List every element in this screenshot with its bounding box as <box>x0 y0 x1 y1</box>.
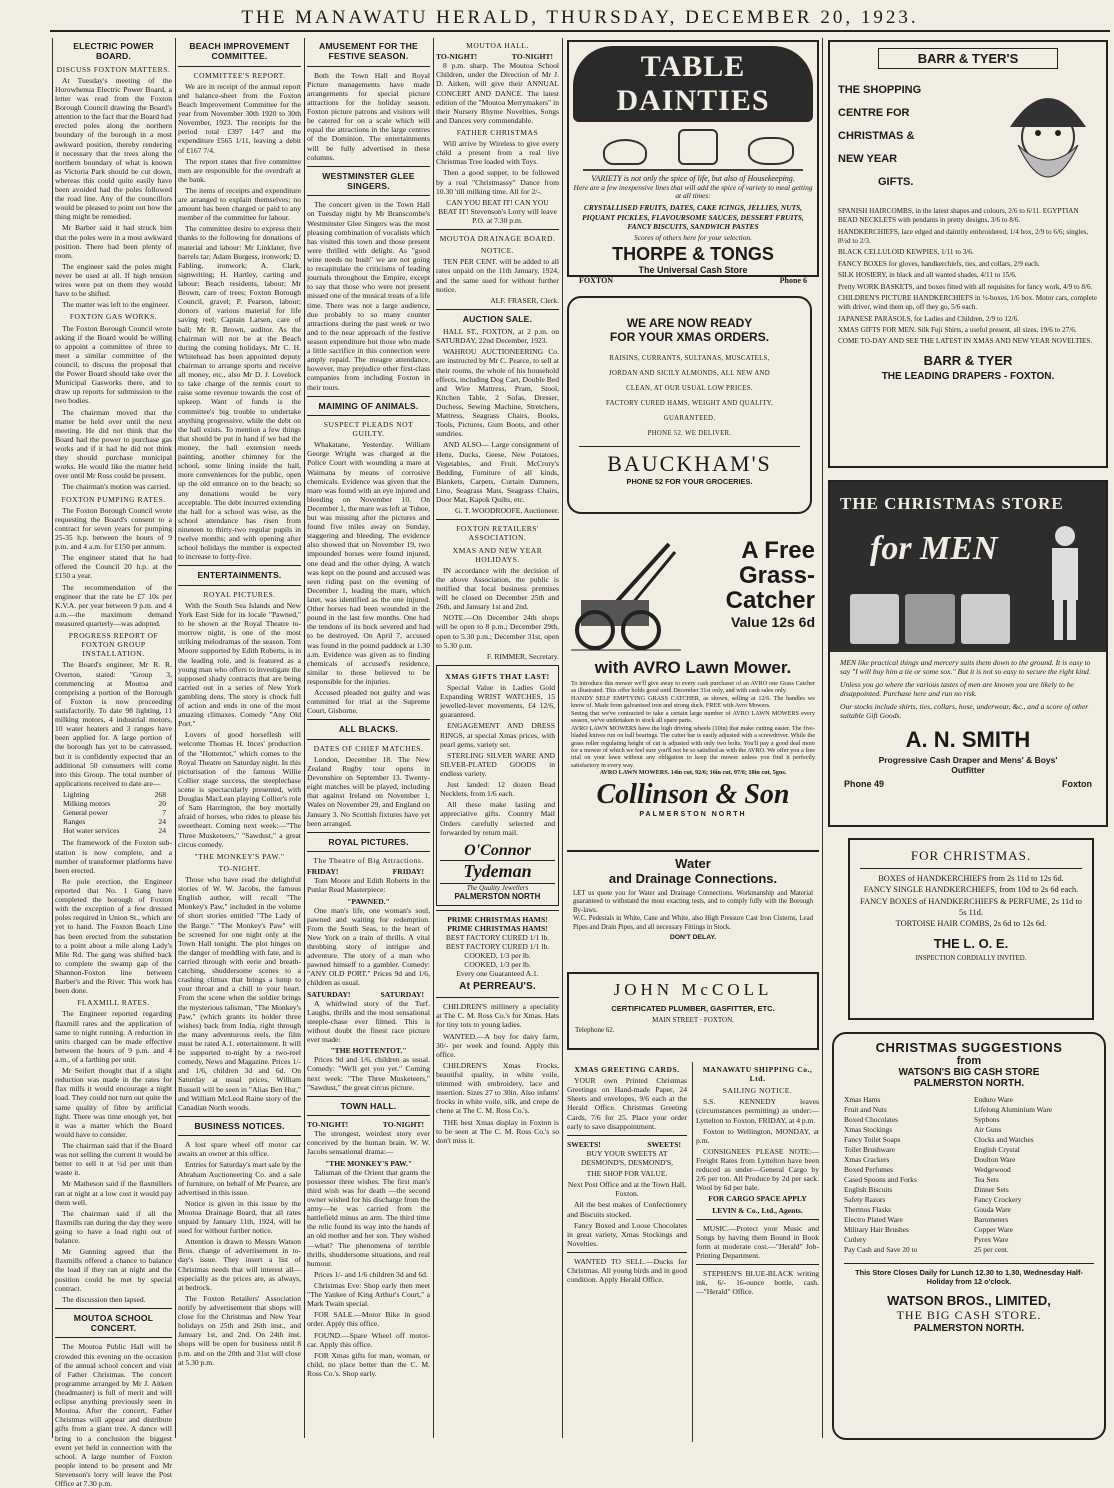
ad-footer: At PERREAU'S. <box>459 981 536 993</box>
ad-footer: Phone 49 Foxton <box>844 778 1092 789</box>
store-tagline: THE BIG CASH STORE. <box>896 1308 1042 1322</box>
paragraph: The Foxton Retailers' Association notify by advertisement that shops will close for the Christmas and New Year holidays on 25th and 26th inst., and January 1st, and 2nd. On 24th inst. shops will be open for business until 8 p.m. and on the 20th and 31st will close at 5.30 p.m. <box>178 1293 301 1367</box>
subhead: NOTICE. <box>480 246 515 256</box>
list-item: English Biscuits <box>844 1184 893 1194</box>
list-item: Pretty WORK BASKETS, and boxes fitted with all requisites for fancy work, 4/9 to 8/6. <box>838 282 1093 291</box>
paragraph: A lost spare wheel off motor car awaits an owner at this office. <box>178 1140 301 1159</box>
subhead: SAILING NOTICE. <box>722 1086 793 1096</box>
store-town: PALMERSTON NORTH. <box>913 1323 1025 1334</box>
paragraph: The chairman's motion was carried. <box>62 482 171 492</box>
headline: ENTERTAINMENTS. <box>197 570 282 581</box>
paragraph: The concert given in the Town Hall on Tuesday night by Mr Branscombe's Westminster Glee Singers was the most pleasing combination of vocalists which has visited this town and those present were thrilled with delight. As "good wine needs no bush" we are not going to recapitulate the criticisms of leading journals throughout the Empire, except to say that those who were not present missed one of the musical treats of a life time. There was not a large audience, due probably to so many counter attractions during the past week or two and to the near approach of the festive season expenditure but those who made a little sacrifice in this connection were amply repaid. The meagre attendance, however, may prejudice other first-class companies from including Foxton in their tours. <box>307 200 430 392</box>
column-4 <box>436 38 559 1438</box>
paragraph: CHILDREN'S Xmas Frocks, beautiful quality, in white voile, trimmed with embroidery, lace and insertion. Sizes 27 to 30in. Also infants' frocks in white voile, silk, and crepe de chene at The C. M. Ross Co.'s. <box>436 1060 559 1116</box>
subhead: MOUTOA HALL. <box>466 41 529 50</box>
paragraph: Then a good supper, to be followed by a real "Christmassy" Dance from 10.30 'till milking time. All for 2/-. <box>436 168 559 196</box>
subhead: MANAWATU SHIPPING Co., Ltd. <box>702 1065 813 1084</box>
price-line: BEST FACTORY CURED 1/1 lb. <box>445 941 550 951</box>
store-name: THE L. O. E. <box>933 935 1009 951</box>
paragraph: The Engineer reported regarding flaxmill rates and the application of same to night running. A reduction in units charged can be made effective between the hours of 9 p.m. and 4 a.m., of a farthing per unit. <box>55 1009 172 1064</box>
paragraph: The Moutoa Public Hall will be crowded this evening on the occasion of the annual school concert and visit of Father Christmas. The concert programme arranged by Mr J. Aitken (headmaster) is full of merit and will eclipse anything previously seen in Moutoa. After the concert, Father Christmas will appear and distribute gifts from a giant tree. A dance will bring to a conclusion the biggest event yet held in connection with the school. A large number of Foxton people intend to be present and Mr Stevenson's lorry will leave the Post Office at 7.30 p.m. <box>55 1342 172 1488</box>
watsons-ad <box>832 1032 1106 1440</box>
list-item: CHILDREN'S PICTURE HANDKERCHIEFS in ½-boxes, 1/6 box. Motor cars, complete with driver, wind them up, off they go, 5/6 each. <box>838 293 1098 312</box>
applications-table <box>63 790 172 836</box>
ad-copy: LET us quote you for Water and Drainage Connections. Workmanship and Material guaranteed to withstand the most exacting tests, and to comply fully with the Borough By-laws. W.C. Pedestals in White, Cane and White, also High Pressure Cast Iron Cisterns, Lead Pipes and Drain Pipes, and all necessary Fittings in Stock. DON'T DELAY. <box>573 890 813 942</box>
paragraph: WANTED TO SELL.—Ducks for Christmas. All young birds and in good condition. Apply Herald Office. <box>567 1256 687 1285</box>
headline: ELECTRIC POWER BOARD. <box>73 41 154 62</box>
paragraph: FOR SALE.—Motor Bike in good order. Apply this office. <box>307 1310 430 1329</box>
paragraph: The chairman said if all the flaxmills ran during the day they were going to have a load right out of balance. <box>55 1208 172 1246</box>
price-line: BEST FACTORY CURED 1/1 lb. <box>445 932 550 942</box>
paragraph: The report states that five committee men are responsible for the overdraft at the bank. <box>178 156 301 184</box>
paragraph: Those who have read the delightful stories of W. W. Jacobs, the famous English author, will recall "The Monkey's Paw," included in the volume of short stories entitled "The Lady of the Barge." "The Monkey's Paw" will be screened for one night only at the Town Hall tonight. The plot hinges on the danger of meddling with fate, and is carried through with eerie and breath-catching, shuddersome scenes to a crashing climax that brings a lump to your throat and a chill to your heart. From the scene when the soldier brings the mysterious talisman, "The Monkey's Paw," (which grants its holder three wishes) back from India, right through the many adventurous reels, the film must be rated A.1. entertainment. It will be supported to-night by a two-reel comedy, News and Magazine. Prices 1/- and 1/6, children 3d and 6d. On Saturday at usual prices, William Russell will be seen in "Alias Ben Hur," and William McLeod Raine story of the Canadian North woods. <box>178 875 301 1112</box>
film-title: "THE HOTTENTOT." <box>330 1046 407 1056</box>
list-item: Lifelong Aluminium Ware <box>974 1104 1053 1114</box>
ad-heading: Grass- <box>738 562 815 590</box>
signature: F. RIMMER, Secretary. <box>486 651 559 661</box>
store-tagline: PALMERSTON NORTH <box>639 810 747 818</box>
paragraph: All these make lasting and appreciative gifts. Country Mail Orders carefully selected and forwarded by return mail. <box>440 800 555 837</box>
column-rule <box>304 38 305 1438</box>
product-list <box>844 1095 1094 1255</box>
list-item: Pay Cash and Save 20 to <box>844 1244 918 1254</box>
paragraph: LEVIN & Co., Ltd., Agents. <box>712 1205 803 1215</box>
store-name: WATSON BROS., LIMITED, <box>887 1293 1051 1308</box>
ad-copy: BOXES of HANDKERCHIEFS from 2s 11d to 12s 6d. FANCY SINGLE HANDKERCHIEFS, from 10d to 2s 6d each. FANCY BOXES of HANDKERCHIEFS & PERFUME, 2s 11d to 5s 11d. TORTOISE HAIR COMBS, 2s 6d to 12s 6d. <box>860 874 1082 929</box>
headline: AUCTION SALE. <box>462 313 533 324</box>
paragraph: CONSIGNEES PLEASE NOTE:—Freight Rates from Lyttelton have been reduced as under—General Cargo by 2/6 per ton. All Produce by 2d per sack. Wool by 6d per bale. <box>696 1146 819 1193</box>
paragraph: The framework of the Foxton sub-station is now complete, and a number of transformer platforms have been erected. <box>55 838 172 875</box>
barr-tyers-ad <box>828 40 1108 468</box>
list-item: FANCY BOXES for gloves, handkerchiefs, ties, and collars, 2/9 each. <box>838 259 1040 268</box>
paragraph: NOTE.—On December 24th shops will be open to 8 p.m.; December 29th, open to 5.30 p.m.; December 31st, open to 5.30 p.m. <box>436 613 559 650</box>
paragraph: S.S. KENNEDY leaves (circumstances permitting) as under:—Lyttelton to Foxton, FRIDAY, at 4 p.m. <box>696 1097 819 1125</box>
store-name: WATSON'S BIG CASH STORE <box>898 1067 1040 1078</box>
ad-heading: and Drainage Connections. <box>608 871 778 886</box>
paragraph: All the best makes of Confectionery and Biscuits stocked. <box>567 1200 687 1219</box>
list-item: Xmas Crackers <box>844 1154 890 1164</box>
paragraph: The Foxton Borough Council wrote requesting the Board's consent to a contract for seven years for pumping 25-35 h.p. between the hours of 9 p.m. and 4 a.m. for £150 per annum. <box>55 505 172 552</box>
table-row: General power 7 <box>63 808 166 818</box>
paragraph: The recommendation of the engineer that the rate be £7 10s per K.V.A. per year between 9 p.m. and 4 a.m.—the maximum demand measured quarterly—was adopted. <box>55 582 172 628</box>
headline: ALL BLACKS. <box>338 724 399 735</box>
headline: TOWN HALL. <box>340 1100 397 1111</box>
paragraph: Notice is given in this issue by the Moutoa Drainage Board, that all rates unpaid by January 11th, 1924, will be sued for without further notice. <box>178 1198 301 1236</box>
merchandise-illustration <box>850 594 1010 644</box>
store-name: JOHN McCOLL <box>613 980 773 999</box>
gentleman-illustration <box>1040 522 1090 642</box>
paragraph: FOUND.—Spare Wheel off motor-car. Apply this office. <box>307 1330 430 1349</box>
paragraph: Mr Matheson said if the flaxmillers ran at night at a low cost it would pay them well. <box>55 1179 172 1207</box>
column-rule <box>692 1062 693 1442</box>
bauckhams-ad <box>567 296 812 514</box>
store-tagline: PHONE 52 FOR YOUR GROCERIES. <box>626 476 753 486</box>
headline: AMUSEMENT FOR THE FESTIVE SEASON. <box>319 41 418 62</box>
list-item: Enduro Ware <box>974 1095 1013 1104</box>
paragraph: The Board's engineer, Mr R. R. Overton, stated: "Group 3, commencing at Moutoa and comprising a portion of the Borough of Foxton is now proceeding satisfactorily. To date 98 lighting, 11 milking motors, 4 industrial motors, 10 water heaters and 3 ranges have been applied for. A large portion of the borough has yet to be canvassed, but it is confidently expected that an additional 50 consumers will come into this Group. The total number of applications received to date are— <box>55 660 172 788</box>
paragraph: Next Post Office and at the Town Hall, Foxton. <box>567 1180 687 1199</box>
paragraph: The discussion then lapsed. <box>62 1294 146 1304</box>
paragraph: Every one Guaranteed A.1. <box>456 969 539 979</box>
classifieds-right <box>696 1062 819 1442</box>
ad-copy: CRYSTALLISED FRUITS, DATES, CAKE ICINGS, JELLIES, NUTS, PIQUANT PICKLES, FLAVOURSOME SAUCES, DESSERT FRUITS, FANCY BISCUITS, SANDWICH PASTES <box>582 203 804 231</box>
paragraph: Mr Seifert thought that if a slight reduction was made in the rates for flax mills it would encourage a night load. They could not turn out quite the same quality of fibre by artificial light. There was time enough yet, but it was a matter which the Board would have to consider. <box>55 1066 172 1139</box>
ad-heading: WE ARE NOW READY <box>626 316 753 330</box>
paragraph: Mr Barber said it had struck him that the poles were in a most awkward position. There had been plenty of room. <box>55 223 172 260</box>
subhead: The Theatre of Big Attractions. <box>313 856 424 866</box>
subhead: TO-NIGHT. <box>218 863 261 873</box>
subhead: FATHER CHRISTMAS <box>456 127 539 137</box>
paragraph: Fancy Boxed and Loose Chocolates in great variety, Xmas Stockings and Novelties. <box>567 1220 687 1248</box>
film-title: "PAWNED." <box>347 896 390 906</box>
store-tagline: Progressive Cash Draper and Mens' & Boys' Outfitter <box>878 754 1058 775</box>
ad-copy: RAISINS, CURRANTS, SULTANAS, MUSCATELS, JORDAN AND SICILY ALMONDS, ALL NEW AND CLEAN, AT OUR USUAL LOW PRICES. FACTORY CURED HAMS, WEIGHT AND QUALITY, GUARANTEED. PHONE 52. WE DELIVER. <box>606 355 773 437</box>
headline: BEACH IMPROVEMENT COMMITTEE. <box>189 41 290 62</box>
mccoll-ad <box>567 972 819 1050</box>
ad-heading: PRIME CHRISTMAS HAMS! <box>447 914 548 924</box>
list-item: COME TO-DAY AND SEE THE LATEST IN XMAS AND NEW YEAR NOVELTIES. <box>838 337 1093 346</box>
list-item: BLACK CELLULOID KEWPIES, 1/11 to 3/6. <box>838 248 974 257</box>
store-name: BARR & TYER <box>923 352 1013 368</box>
paragraph: A whirlwind story of the Turf. Laughs, thrills and the most sensational steeple-chase ever filmed. This is without doubt the finest race picture ever made: <box>307 998 430 1045</box>
paragraph: CAN YOU BEAT IT! CAN YOU BEAT IT! Stevenson's Lorry will leave P.O. at 7.30 p.m. <box>438 197 557 225</box>
dish-illustration <box>583 125 803 171</box>
subhead: XMAS AND NEW YEAR HOLIDAYS. <box>452 545 543 564</box>
paragraph: TEN PER CENT. will be added to all rates unpaid on the 11th January, 1924, and the same sued for without further notice. <box>436 257 559 294</box>
column-1 <box>55 38 172 1488</box>
paragraph: Prices 9d and 1/6, children as usual. Comedy: "We'll get you yet." Coming next week: "The Three Musketeers," "Sawdust," the great circus picture. <box>307 1055 430 1092</box>
column-rule <box>433 38 434 1438</box>
classifieds-left <box>567 1062 687 1442</box>
paragraph: MUSIC.—Protect your Music and Songs by having them Bound in Book form at moderate cost.—"Herald" Job-Printing Department. <box>696 1223 819 1260</box>
ad-copy: VARIETY is not only the spice of life, but also of Housekeeping. <box>591 174 795 183</box>
paragraph: The engineer said the poles might never be used at all. If high tension wires were put on them they would have to be shifted. <box>55 261 172 299</box>
lawn-mower-illustration <box>571 538 681 656</box>
subhead: FOXTON GAS WORKS. <box>69 312 158 322</box>
paragraph: CHILDREN'S millinery a speciality at The C. M. Ross Co.'s for Xmas. Hats for tiny tots to young ladies. <box>436 1002 559 1030</box>
ad-heading: PRIME CHRISTMAS HAMS! <box>447 923 548 933</box>
paragraph: Entries for Saturday's mart sale by the Abraham Auctioneering Co. and a sale of furniture, on behalf of Mr Pearce, are advertised in this issue. <box>178 1160 301 1197</box>
column-2 <box>178 38 301 1438</box>
list-item: Electro Plated Ware <box>844 1214 903 1224</box>
ad-copy: Telephone 62. <box>575 1026 615 1034</box>
paragraph: Re pole erection, the Engineer reported that No. 1 Gang have completed the borough of Foxton with the exception of a few dressed poles required in Union St., which are yet to hand. The Foxton Beach Line has been erected from the substation to a point about a mile along Lady's Mile Rd. The gang was shifted back to complete the swamp gap of the Shannon-Foxton line between Barber's and the River. This work has been done. <box>55 876 172 996</box>
list-item: Doulton Ware <box>974 1154 1016 1164</box>
paragraph: Just landed: 12 dozen Bead Necklets, from 1/6 each. <box>440 780 555 799</box>
signature: G. T. WOODROOFE, Auctioneer. <box>455 506 559 516</box>
paragraph: Will arrive by Wireless to give every child a present from a real live Christmas Tree loaded with Toys. <box>436 139 559 167</box>
paragraph: Both the Town Hall and Royal Picture managements have made arrangements for special picture attractions for the holiday season. Foxton picture patrons and visitors will be catered for on a scale which will equal the attractions in the large centres of the Dominion. The entertainments will be fully advertised in these columns. <box>307 70 430 162</box>
subhead: PROGRESS REPORT OF FOXTON GROUP INSTALLATION. <box>68 631 159 659</box>
paragraph: FOR CARGO SPACE APPLY <box>708 1194 807 1204</box>
ad-banner <box>830 482 1106 652</box>
column-3 <box>307 38 430 1438</box>
ad-heading: XMAS GIFTS THAT LAST! <box>445 671 550 681</box>
paragraph: STEPHEN'S BLUE-BLACK writing ink, 6/- 16-ounce bottle, cash.—"Herald" Office. <box>696 1269 819 1297</box>
ad-heading: Value 12s 6d <box>730 613 815 630</box>
headline: MAIMING OF ANIMALS. <box>318 400 419 411</box>
product-list-left <box>844 1095 964 1255</box>
subhead: XMAS GREETING CARDS. <box>574 1065 680 1074</box>
subhead: FLAXMILL RATES. <box>77 998 150 1008</box>
ad-copy: CERTIFICATED PLUMBER, GASFITTER, ETC. <box>611 1004 775 1013</box>
list-item: Military Hair Brushes <box>844 1224 909 1234</box>
table-dainties-ad <box>567 40 819 286</box>
paragraph: The committee desire to express their thanks to the following for donations of material and labour: Mr Linklater, five barrels tar; Adam Burgess, ironwork; D. Fabling, ironwork; A. Clark, signwriting; H. Hartley, carting and labour; Beach residents, labour; Mr Brown, care of trees; Foxton Borough Council, gravel; P. Pearson, labour; donors of various material for life saving reel; Captain Larsen, care of ball; Mr R. Brown, auditor. As the chairman will not be at the Beach during the coming holidays, Mr C. H. Whitehead has been appointed deputy chairman to arrange sports and receive all money, etc., also Mr D. J. Lovelock to take charge of the tennis court to raise some revenue towards the cost of upkeep. Want of funds is the committee's big trouble to undertake anything progressive, while the debt on the hall exists. To mention a few things that should be put in hand if we had the money, the hall extension needs painting, another chimney for the school, some lining inside the hall, more conveniences for the public, open up the old entrance on to the beach; so any donations would be very acceptable. The debt incurred extending the hall for a school was wise, as the school attendance has risen from nineteen to thirty-two regular pupils in twelve months; and with opening after school holidays the number is expected to increase to forty-five. <box>178 224 301 562</box>
list-item: English Crystal <box>974 1144 1020 1154</box>
paragraph: We are in receipt of the annual report and balance-sheet from the Foxton Beach Improvement Committee for the year from November 30th 1920 to 30th November, 1923. The receipts for the period total £397 14/7 and the expenditure £565 1/11, leaving a debit of £167 7/4. <box>178 81 301 155</box>
paragraph: ENGAGEMENT AND DRESS RINGS, at special Xmas prices, with pearl gems, variety set. <box>440 721 555 749</box>
list-item: Pyrex Ware <box>974 1234 1009 1244</box>
list-item: Tea Sets <box>974 1174 999 1184</box>
subhead: DATES OF CHIEF MATCHES. <box>313 743 424 753</box>
day-banner: FRIDAY! FRIDAY! <box>307 867 424 877</box>
ad-heading: with AVRO Lawn Mower. <box>594 658 792 677</box>
list-item: Fruit and Nuts <box>844 1104 887 1114</box>
headline: BUSINESS NOTICES. <box>194 1120 285 1131</box>
list-item: Xmas Hams <box>844 1095 881 1104</box>
subhead: FOXTON PUMPING RATES. <box>61 494 166 504</box>
paragraph: The items of receipts and expenditure are arranged to explain themselves; no amount has been charged or paid to any member of the committee for labour. <box>178 185 301 223</box>
paragraph: Prices 1/- and 1/6 children 3d and 6d. <box>314 1269 428 1279</box>
list-item: Gouda Ware <box>974 1204 1011 1214</box>
avro-mower-ad <box>567 534 819 838</box>
store-tagline: INSPECTION CORDIALLY INVITED. <box>915 954 1027 962</box>
list-item: Cutlery <box>844 1234 867 1244</box>
headline: ROYAL PICTURES. <box>328 836 409 847</box>
day-banner: TO-NIGHT! TO-NIGHT! <box>307 1120 424 1130</box>
table-row: Milking motors 20 <box>63 799 166 809</box>
list-item: HANDKERCHIEFS, lace edged and daintily embroidered, 1/4 box, 2/9 to 6/6; singles, 8½d to 2/3. <box>838 227 1089 246</box>
list-item: Safety Razors <box>844 1194 886 1204</box>
list-item: Dinner Sets <box>974 1184 1009 1194</box>
table-row: Lighting 268 <box>63 789 166 799</box>
list-item: SPANISH HAIRCOMBS, in the latest shapes and colours, 2/6 to 6/11. EGYPTIAN BEAD NECKLETS with pendants in pretty designs, 3/6 to 8/6. <box>838 207 1079 225</box>
store-name: A. N. SMITH <box>905 726 1031 752</box>
subhead: "THE MONKEY'S PAW." <box>194 851 285 861</box>
table-row: Ranges 24 <box>63 817 166 827</box>
store-town: PALMERSTON NORTH. <box>913 1078 1025 1089</box>
list-item: Fancy Toilet Soaps <box>844 1134 901 1144</box>
list-item: JAPANESE PARASOLS, for Ladies and Children, 2/9 to 12/6. <box>838 314 1019 323</box>
paragraph: The chairman said that if the Board was not selling the current it would be better to sell it at ½d per unit than waste it. <box>55 1140 172 1178</box>
store-tagline: THE LEADING DRAPERS - FOXTON. <box>881 370 1055 382</box>
store-name: THORPE & TONGS <box>612 244 774 265</box>
subhead: DISCUSS FOXTON MATTERS. <box>56 64 171 74</box>
ad-title: TABLE DAINTIES <box>573 46 813 122</box>
paragraph: The Foxton Borough Council wrote asking if the Board would be willing to appoint a committee of three to meet a similar committee of the council, to discuss the proposal that the Power Board should take over the Municipal Gasworks there, and to draw up reports for submission to the two bodies. <box>55 323 172 406</box>
ad-footer: FOXTON Phone 6 <box>579 276 807 286</box>
subhead: ROYAL PICTURES. <box>203 589 276 599</box>
jeweller-logo: O'Connor Tydeman The Quality Jewellers PALMERSTON NORTH <box>440 841 555 902</box>
list-item: XMAS GIFTS FOR MEN. Silk Fuji Shirts, a useful present, all sizes, 19/6 to 27/6. <box>838 325 1077 334</box>
list-item: Fancy Crockery <box>974 1194 1022 1204</box>
paragraph: Foxton to Wellington, MONDAY, at p.m. <box>696 1126 819 1145</box>
film-title: "THE MONKEY'S PAW." <box>324 1158 413 1168</box>
column-rule <box>822 38 823 1438</box>
paragraph: WAHROU AUCTIONEERING Co. are instructed by Mr C. Pearce, to sell at their rooms, the whole of his household effects, including Dog Cart, Double Bed and Wire Mattress, Pram, Stool, Kitchen Table, 2 Sofas, Dresser, Duchess, Sewing Machine, Stretchers, Mattress, Seagrass Chairs, Books, Tools, Pictures, Gum Boots, and other sundries. <box>436 347 559 439</box>
ad-heading: BARR & TYER'S <box>878 48 1058 69</box>
paragraph: The matter was left to the engineer. <box>62 300 170 310</box>
paragraph: Accused pleaded not guilty and was committed for trial at the Supreme Court, Gisborne. <box>307 688 430 716</box>
paragraph: WANTED.—A boy for dairy farm, 30/- per week and found. Apply this office. <box>436 1031 559 1059</box>
list-item: Clocks and Watches <box>974 1134 1034 1144</box>
subhead: FOXTON RETAILERS' ASSOCIATION. <box>456 524 539 543</box>
paragraph: Whakatane, Yesterday. William George Wright was charged at the Police Court with wounding a mare at Waimana by means of corrosive chemicals. Evidence was given that the mare was found with an eye injured and bleeding on November 10. On December 1, the mare was left at Tuhoe, but was missing after the pictures and found five miles away on Sunday, staggering and bleeding. The evidence also showed that on November 19, two impounded horses were found injured, one dead and the other dying. A watch was kept on the pound and accused was seen riding past on the evening of December 1, leading the mare, which later, was identified as the one injured. Other horses had been wounded in the pound in the last few months. One had the tendons of its hock severed and had to be destroyed. On April 7, accused was found in the pound paddock at 1.30 a.m. Evidence was given as to finding chemicals of accused's residence, similar to those believed to be responsible for the injuries. <box>307 440 430 687</box>
paragraph: With the South Sea Islands and New York East Side for its locale "Pawned," to be shown at the Royal Theatre to-morrow night, is one of the most striking melodramas of the season. Tom Moore supported by Edith Roberts, is in the leading role, and is featured as a young man who offers to investigate the supposed shady contracts that are being carried out in a series of New York gambling dens. The story is chock full of action and ends in one of the most amazing climaxes. Comedy "Any Old Port." <box>178 600 301 729</box>
paragraph: THE SHOP FOR VALUE. <box>586 1169 668 1179</box>
ad-slogan: THE SHOPPING CENTRE FOR CHRISTMAS & NEW YEAR GIFTS. <box>838 84 922 189</box>
ad-copy: MAIN STREET · FOXTON. <box>652 1016 734 1024</box>
masthead: THE MANAWATU HERALD, THURSDAY, DECEMBER 20, 1923. <box>50 6 1110 32</box>
list-item: Thermos Flasks <box>844 1204 892 1214</box>
paragraph: AND ALSO— Large consignment of Hens, Ducks, Geese, New Potatoes, Vegetables, and Fruit. McCrory's Bedding, Furniture of all kinds, Blankets, Carpets, Curtain Damners, Lino, Seagrass Mats, Seagrass Chairs, Door Mat, Kapok Quilts, etc. <box>436 440 559 505</box>
store-tagline: The Universal Cash Store <box>638 265 748 276</box>
paragraph: YOUR own Printed Christmas Greetings on Hand-made Paper, 24 Sheets and envelopes, 9/6 each at the Herald Office. Christmas Greeting Cards, 7/6 for 25. Place your order early to save disappointment. <box>567 1076 687 1131</box>
store-hours: This Store Closes Daily for Lunch 12.30 to 1.30, Wednesday Half-Holiday from 12 o'clock. <box>844 1263 1094 1287</box>
ad-heading: A Free <box>741 537 815 564</box>
column-rule <box>175 38 176 1438</box>
ad-title: THE CHRISTMAS STORE <box>840 494 1064 513</box>
paragraph: HALL ST., FOXTON, at 2 p.m. on SATURDAY, 22nd December, 1923. <box>436 327 559 346</box>
ad-heading: Water <box>675 856 711 871</box>
list-item: Copper Ware <box>974 1224 1013 1234</box>
day-banner: TO-NIGHT! TO-NIGHT! <box>436 52 553 62</box>
ad-heading: CHRISTMAS SUGGESTIONS <box>875 1040 1063 1055</box>
santa-illustration <box>998 79 1098 199</box>
list-item: Cased Spoons and Forks <box>844 1174 917 1184</box>
ad-copy: To introduce this mower we'll give away to every cash purchaser of an AVRO one Grass Catcher as illustrated. This offer holds good until December 31st only, and with cash sales only. HANDY SELF EMPTYING GRASS CATCHER, as shown, selling at 12/6. The handles we know of. Made from galvanised iron and strong duck. FREE with Avro Mowers. Seeing that we've contracted to take a certain large number of AVRO LAWN MOWERS every season, we've undertaken to stock all spare parts. AVRO LAWN MOWERS have the high driving wheels (10in) that make cutting easier. The five-bladed knives run on ball bearings. The cutter bar is easily adjusted with a screwdriver. While the grass roller regulating height of cut is adjusted with only two bolts. You'll pay a good deal more for a mower of which we feel sure you'll not be so satisfied as with the AVRO. We offer you a free trial on your lawn without any obligation to keep the mower unless you find it perfectly satisfactory in every way. AVRO LAWN MOWERS. 14in cut, 92/6; 16in cut, 97/6; 18in cut, 5gns. <box>571 680 815 777</box>
paragraph: IN accordance with the decision of the above Association, the public is notified that local business premises will be closed on December 25th and 26th, and January 1st and 2nd. <box>436 565 559 612</box>
store-logo: Collinson & Son <box>596 778 790 810</box>
ad-copy: Scores of others here for your selection. <box>634 233 752 243</box>
list-item: Xmas Stockings <box>844 1124 893 1134</box>
ad-heading: Catcher <box>725 587 815 615</box>
loe-ad <box>848 838 1094 1020</box>
ad-heading: SWEETS! SWEETS! <box>567 1139 681 1149</box>
paragraph: The engineer stated that he had offered the Council 20 h.p. at the £150 a year. <box>55 553 172 581</box>
paragraph: Christmas Eve: Shop early then meet "The Yankee of King Arthur's Court," a Mark Twain special. <box>307 1280 430 1309</box>
paragraph: Tom Moore and Edith Roberts in the Punlar Read Masterpiece: <box>307 876 430 895</box>
ad-copy: MEN like practical things and mercery suits them down to the ground. It is easy to say "I will buy him a tie or some sox." But it is not so easy to secure the right kind. Unless you go where the various tastes of men are known you are likely to be disappointed. Purchase here and run no risk. Our stocks include shirts, ties, collars, hose, underwear, &c., and a score of other suitable Gift Goods. <box>840 658 1091 721</box>
ad-heading: FOR YOUR XMAS ORDERS. <box>609 330 770 344</box>
paragraph: One man's life, one woman's soul, pawned and waiting for redemption. From the South Seas, to the heart of New York on a train of thrills. A vital throbbing story of intrigue and adventure. The story of a man who pawned himself to a gambler. Comedy: "ANY OLD PORT." Prices 9d and 1/6, children as usual. <box>307 905 430 988</box>
paragraph: Lovers of good horseflesh will welcome Thomas H. Inces' production of the "Hottentot," which comes to the Royal Theatre on Saturday night. In this picturisation of the famous Willie Collier stage success, the steeplechase scene is spectacularly presented, with Douglas MacLean playing Collier's role of Sam Harrington, the boy mortally afraid of horses, who rides to please his sweetheart. Coming next week:—"The Three Musketeers," "Sawdust," a great circus comedy. <box>178 730 301 849</box>
ad-heading: FOR CHRISTMAS. <box>860 848 1082 869</box>
list-item: SILK HOSIERY, in black and all wanted shades, 4/11 to 15/6. <box>838 271 1017 280</box>
subhead: MOUTOA DRAINAGE BOARD. <box>439 234 556 244</box>
product-list-right <box>974 1095 1094 1255</box>
paragraph: BUY YOUR SWEETS AT DESMOND'S, DESMOND'S, <box>581 1148 673 1167</box>
jeweller-ad <box>436 665 559 906</box>
list-item: 25 per cent. <box>974 1244 1009 1254</box>
ad-title: for MEN <box>870 530 998 567</box>
column-rule <box>562 38 563 1438</box>
headline: WESTMINSTER GLEE SINGERS. <box>322 170 415 192</box>
list-item: Toilet Brushware <box>844 1144 895 1154</box>
table-row: Hot water services 24 <box>63 826 166 836</box>
christmas-store-men-ad <box>828 480 1108 827</box>
price-line: COOKED, 1/3 per lb. <box>464 960 531 970</box>
list-item: Boxed Chocolates <box>844 1114 898 1124</box>
list-item: Sypbons <box>974 1114 1000 1124</box>
paragraph: FOR Xmas gifts for man, woman, or child, no place better than the C. M. Ross Co.'s. Shop early. <box>307 1350 430 1378</box>
list-item: Barometers <box>974 1214 1009 1224</box>
ad-heading: from <box>956 1055 982 1067</box>
ad-item-list <box>838 207 1098 347</box>
paragraph: 8 p.m. sharp. The Moutoa School Children, under the Direction of Mr J. D. Aitken, will give their ANNUAL CONCERT AND DANCE. The latest edition of the "Moutoa Merrymakers" in their Nursery Rhyme Novelties, Songs and Dances very commendable. <box>436 61 559 125</box>
paragraph: London, December 18. The New Zealand Rugby tour opens in Devonshire on September 13. Twenty-eight matches will be played, including that against Ireland on November 1, Wales on November 29, and England on January 3. No Scottish fixtures have yet been arranged. <box>307 754 430 828</box>
paragraph: The strongest, weirdest story ever conceived by the human brain. W. W. Jacobs sensational drama:— <box>307 1129 430 1157</box>
list-item: Air Guns <box>974 1124 1002 1134</box>
paragraph: Special Value in Ladies Gold Expanding WRIST WATCHES, 15 jewelled-lever movements, £4 12/6, guaranteed. <box>440 682 555 720</box>
paragraph: Mr Gunning agreed that the flaxmills offered a chance to balance the load if they ran at night and the position could be met by special contract. <box>55 1247 172 1293</box>
signature: ALF. FRASER, Clerk. <box>490 295 559 305</box>
paragraph: The chairman moved that the matter be held over until the next meeting. He did not think that the Board had the power to purchase gas works and if it had he did not think they should purchase municipal works. He would like the matter held over until Mr Ross could be present. <box>55 407 172 481</box>
store-name: BAUCKHAM'S <box>579 446 800 477</box>
list-item: Boxed Perfumes <box>844 1164 894 1174</box>
column-rule <box>52 38 53 1438</box>
subhead: SUSPECT PLEADS NOT GUILTY. <box>323 419 414 439</box>
price-line: COOKED, 1/3 per lb. <box>464 950 531 960</box>
paragraph: Attention is drawn to Messrs Watson Bros. change of advertisement in to-day's issue. They insert a list of Christmas needs that will interest all—especially as the prices are, as always, at bedrock. <box>178 1237 301 1292</box>
subhead: COMMITTEE'S REPORT. <box>193 70 286 80</box>
paragraph: Talisman of the Orient that grants the possessor three wishes. The first man's third wish was for death —the second owner wished for his discharge from the army—he was carried from the battlefield minus an arm. The third time the relic found its way into the hands of an old mother and her son. They wished —what? The phenomena of terrible thrills, shuddersome situations, and real humour. <box>307 1167 430 1268</box>
list-item: Wedgewood <box>974 1164 1011 1174</box>
paragraph: At Tuesday's meeting of the Horowhenua Electric Power Board, a letter was read from the Foxton Borough Council drawing the Board's attention to the fact that the Board had erected poles along the northern boundary of the borough in a most awkward position, thereby rendering it necessary that the trees along the northern boundary of what is known as Victoria Park should be cut down, whereas this could quite easily have been avoided had the poles followed the road line. Any of the councillors would be pleased to point out how the thing might be remedied. <box>55 75 172 222</box>
day-banner: SATURDAY! SATURDAY! <box>307 989 424 999</box>
paragraph: THE best Xmas display in Foxton is to be seen at The C. M. Ross Co.'s so don't miss it. <box>436 1117 559 1145</box>
ad-copy: Here are a few inexpensive lines that will add the spice of variety to meal getting at all times: <box>573 182 813 201</box>
headline: MOUTOA SCHOOL CONCERT. <box>73 1312 154 1334</box>
paragraph: STERLING SILVER WARE AND SILVER-PLATED GOODS in endless variety. <box>440 750 555 778</box>
water-drainage-ad <box>567 850 819 962</box>
